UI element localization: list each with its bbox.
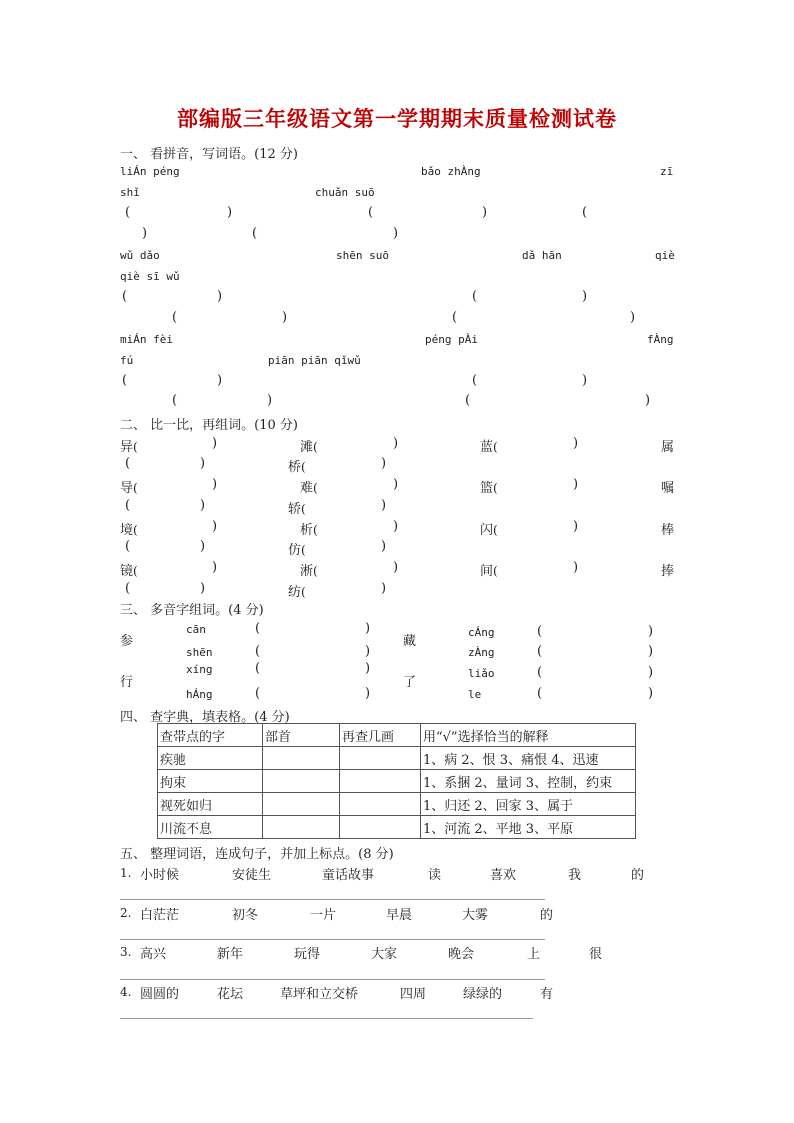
compare-char: 难	[300, 481, 314, 496]
word-token: 上	[527, 947, 541, 962]
word-token: 的	[631, 868, 645, 883]
section-5-heading: 五、 整理词语，连成句子，并加上标点。(8 分)	[120, 847, 394, 862]
pinyin-7: shēn suō	[336, 249, 389, 262]
question-number: 3.	[120, 945, 132, 959]
polyphone-pinyin: liǎo	[468, 667, 495, 680]
question-number: 2.	[120, 906, 132, 920]
polyphone-pinyin: shēn	[186, 646, 213, 659]
table-cell: 1、归还 2、回家 3、属于	[421, 793, 636, 816]
paren-open: (	[122, 373, 128, 388]
compare-char: 嘱	[661, 481, 675, 496]
compare-char: 捧	[661, 564, 675, 579]
table-cell: 疾驰	[158, 747, 263, 770]
table-cell[interactable]	[340, 816, 421, 839]
paren-close: )	[582, 289, 588, 304]
answer-line[interactable]	[120, 1018, 533, 1019]
paren-close: )	[630, 310, 636, 325]
table-cell: 1、系捆 2、量词 3、控制，约束	[421, 770, 636, 793]
paren-close: )	[142, 226, 148, 241]
compare-char: 滩	[300, 440, 314, 455]
compare-char: 导	[120, 481, 134, 496]
word-token: 一片	[310, 908, 337, 923]
paren-close: )	[227, 205, 233, 220]
polyphone-char: 藏	[403, 634, 417, 649]
paren-open: (	[172, 310, 178, 325]
compare-char: 淅	[300, 564, 314, 579]
table-cell[interactable]	[263, 770, 340, 793]
paren-open: (	[172, 393, 178, 408]
polyphone-char: 了	[403, 675, 417, 690]
word-token: 高兴	[140, 947, 167, 962]
compare-char: 境	[120, 523, 134, 538]
paren-open: (	[472, 373, 478, 388]
dictionary-table	[157, 723, 636, 839]
word-token: 玩得	[294, 947, 321, 962]
table-cell[interactable]	[263, 747, 340, 770]
polyphone-char: 行	[120, 675, 134, 690]
word-token: 喜欢	[490, 868, 517, 883]
compare-char: 轿	[288, 502, 302, 517]
word-token: 有	[540, 987, 554, 1002]
answer-line[interactable]	[120, 899, 545, 900]
table-row	[158, 816, 636, 839]
table-cell: 1、病 2、恨 3、痛恨 4、迅速	[421, 747, 636, 770]
compare-char: 纺	[288, 585, 302, 600]
pinyin-9: qiè	[655, 249, 675, 262]
answer-line[interactable]	[120, 939, 545, 940]
paren-open: (	[465, 393, 471, 408]
paren-close: )	[282, 310, 288, 325]
word-token: 四周	[400, 987, 427, 1002]
polyphone-pinyin: cān	[186, 623, 206, 636]
polyphone-pinyin: le	[468, 688, 482, 701]
pinyin-12: péng pÀi	[425, 333, 478, 346]
section-1-heading: 一、 看拼音，写词语。(12 分)	[120, 147, 298, 162]
word-token: 的	[540, 908, 554, 923]
word-token: 大家	[371, 947, 398, 962]
compare-char: 桥	[288, 460, 302, 475]
table-cell[interactable]	[263, 816, 340, 839]
paren-open: (	[452, 310, 458, 325]
compare-char: 棒	[661, 523, 675, 538]
word-token: 大雾	[462, 908, 489, 923]
paren-open: (	[472, 289, 478, 304]
compare-char: 篮	[480, 481, 494, 496]
compare-char: 仿	[288, 543, 302, 558]
polyphone-pinyin: hÁng	[186, 688, 213, 701]
section-3-heading: 三、 多音字组词。(4 分)	[120, 603, 264, 618]
pinyin-1: liÁn péng	[120, 165, 180, 178]
table-header: 再查几画	[340, 724, 421, 747]
question-number: 1.	[120, 866, 132, 880]
word-token: 童话故事	[322, 868, 375, 883]
pinyin-3: zī	[660, 165, 674, 178]
paren-close: )	[217, 289, 223, 304]
paren-close: )	[482, 205, 488, 220]
word-token: 花坛	[217, 987, 244, 1002]
pinyin-6: wǔ dǎo	[120, 249, 160, 262]
pinyin-13: fÀng	[647, 333, 674, 346]
compare-char: 属	[661, 440, 675, 455]
pinyin-15: piān piān qǐwǔ	[268, 354, 361, 367]
paren-close: )	[267, 393, 273, 408]
pinyin-2: bǎo zhÀng	[421, 165, 481, 178]
word-token: 圆圆的	[140, 987, 180, 1002]
table-cell: 川流不息	[158, 816, 263, 839]
word-token: 读	[428, 868, 442, 883]
word-token: 很	[589, 947, 603, 962]
compare-char: 间	[480, 564, 494, 579]
paren-open: (	[252, 226, 258, 241]
table-cell[interactable]	[340, 747, 421, 770]
word-token: 我	[568, 868, 582, 883]
answer-line[interactable]	[120, 979, 545, 980]
word-token: 早晨	[386, 908, 413, 923]
table-header: 查带点的字	[158, 724, 263, 747]
word-token: 新年	[217, 947, 244, 962]
table-row	[158, 793, 636, 816]
table-cell: 视死如归	[158, 793, 263, 816]
polyphone-pinyin: xíng	[186, 663, 213, 676]
pinyin-10: qiè sī wǔ	[120, 270, 180, 283]
paren-open: (	[125, 205, 131, 220]
word-token: 安徒生	[232, 868, 272, 883]
paren-open: (	[582, 205, 588, 220]
table-cell: 拘束	[158, 770, 263, 793]
table-header: 用“√”选择恰当的解释	[421, 724, 636, 747]
compare-char: 析	[300, 523, 314, 538]
word-token: 草坪和立交桥	[280, 987, 359, 1002]
paren-close: )	[393, 226, 399, 241]
table-header-row	[158, 724, 636, 747]
word-token: 小时候	[140, 868, 180, 883]
compare-char: 蓝	[480, 440, 494, 455]
table-header: 部首	[263, 724, 340, 747]
table-row	[158, 770, 636, 793]
paren-open: (	[122, 289, 128, 304]
table-row	[158, 747, 636, 770]
compare-char: 异	[120, 440, 134, 455]
table-cell[interactable]	[340, 770, 421, 793]
question-number: 4.	[120, 985, 132, 999]
word-token: 白茫茫	[140, 908, 180, 923]
page-title: 部编版三年级语文第一学期期末质量检测试卷	[177, 106, 617, 131]
compare-char: 闪	[480, 523, 494, 538]
section-2-heading: 二、 比一比，再组词。(10 分)	[120, 418, 298, 433]
polyphone-char: 参	[120, 634, 134, 649]
pinyin-11: miÁn fèi	[120, 333, 173, 346]
paren-close: )	[217, 373, 223, 388]
word-token: 晚会	[448, 947, 475, 962]
section-4-heading: 四、 查字典，填表格。(4 分)	[120, 710, 290, 725]
compare-char: 镜	[120, 564, 134, 579]
pinyin-8: dǎ hān	[522, 249, 562, 262]
paren-open: (	[368, 205, 374, 220]
pinyin-14: fú	[120, 354, 134, 367]
paren-close: )	[645, 393, 651, 408]
polyphone-pinyin: cÁng	[468, 626, 495, 639]
table-cell[interactable]	[263, 793, 340, 816]
pinyin-4: shǐ	[120, 186, 140, 199]
word-token: 初冬	[232, 908, 259, 923]
table-cell: 1、河流 2、平地 3、平原	[421, 816, 636, 839]
polyphone-pinyin: zÀng	[468, 646, 495, 659]
table-cell[interactable]	[340, 793, 421, 816]
paren-close: )	[582, 373, 588, 388]
word-token: 绿绿的	[463, 987, 503, 1002]
pinyin-5: chuǎn suō	[315, 186, 375, 199]
